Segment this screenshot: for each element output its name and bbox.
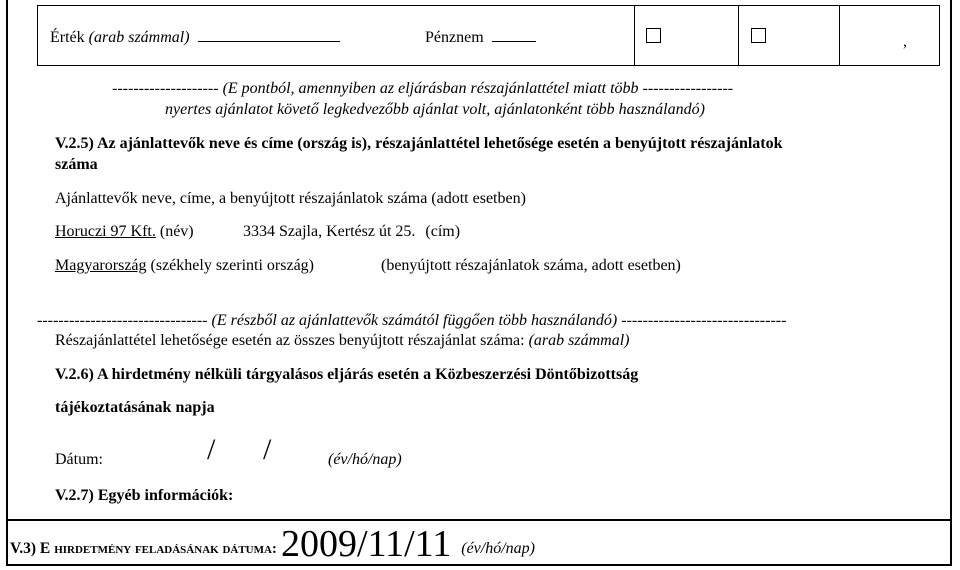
v25-heading-line1: V.2.5) Az ajánlattevők neve és címe (ország is), részajánlattétel lehetősége esetén a benyújtott részajánlatok — [55, 135, 783, 152]
total-bids-row — [55, 332, 629, 350]
section-divider — [6, 519, 952, 521]
dash-left: -------------------------------- — [37, 312, 208, 329]
bidder-address-value: 3334 Szajla, Kertész út 25. — [243, 223, 416, 240]
date-format: (év/hó/nap) — [328, 451, 402, 468]
bidder-name-row — [55, 223, 194, 241]
section-e-instruction-line2: nyertes ajánlatot követő legkedvezőbb ajánlat volt, ajánlatonként több használandó) — [165, 101, 705, 118]
date-slash-2: / — [263, 433, 272, 466]
v27-heading: V.2.7) Egyéb információk: — [55, 487, 234, 504]
bidder-country-value: Magyarország — [55, 257, 147, 274]
total-bids-note: (arab számmal) — [528, 332, 630, 349]
currency-blank[interactable] — [492, 41, 536, 42]
v25-heading-line2: száma — [55, 156, 98, 173]
date-label: Dátum: — [55, 451, 103, 468]
bidder-country-row — [55, 257, 314, 275]
trailing-comma: , — [903, 33, 907, 50]
bidder-address-label: (cím) — [425, 223, 461, 240]
currency-label: Pénznem — [425, 29, 484, 46]
value-blank[interactable] — [198, 41, 340, 42]
v3-prefix: V.3) E — [10, 540, 51, 557]
v26-heading-line1: V.2.6) A hirdetmény nélküli tárgyalásos eljárás esetén a Közbeszerzési Döntőbizottság — [55, 366, 639, 383]
bidder-name-value: Horuczi 97 Kft. — [55, 223, 156, 240]
section-e-instruction-line1: -------------------- (E pontból, amennyiben az eljárásban részajánlattétel miatt több ----------------- — [112, 80, 734, 97]
value-box-divider — [839, 6, 840, 65]
value-row — [50, 29, 340, 47]
v25-subheading: Ajánlattevők neve, címe, a benyújtott részajánlatok száma (adott esetben) — [55, 190, 526, 207]
v3-row — [10, 523, 535, 570]
date-slash-1: / — [207, 433, 216, 466]
total-bids-label: Részajánlattétel lehetősége esetén az összes benyújtott részajánlat száma: — [55, 332, 525, 349]
value-note: (arab számmal) — [88, 29, 190, 46]
bidder-country-label: (székhely szerinti ország) — [150, 257, 314, 274]
bidder-address-row — [243, 223, 460, 241]
v3-date-format: (év/hó/nap) — [461, 540, 535, 557]
value-box-divider — [634, 6, 635, 65]
currency-row — [425, 29, 536, 47]
value-label: Érték — [50, 29, 85, 46]
v3-heading: hirdetmény feladásának dátuma: — [54, 541, 277, 557]
v3-date-value: 2009/11/11 — [280, 523, 452, 565]
dash-right: ------------------------------- — [621, 312, 787, 329]
checkbox-1[interactable] — [646, 28, 661, 43]
v26-heading-line2: tájékoztatásának napja — [55, 399, 215, 416]
bids-count-label: (benyújtott részajánlatok száma, adott esetben) — [381, 257, 681, 274]
bidder-name-label: (név) — [159, 223, 194, 240]
checkbox-2[interactable] — [751, 28, 766, 43]
value-box-divider — [738, 6, 739, 65]
section-e2-instruction — [37, 312, 786, 330]
section-e2-text: (E részből az ajánlattevők számától függően több használandó) — [211, 312, 618, 329]
